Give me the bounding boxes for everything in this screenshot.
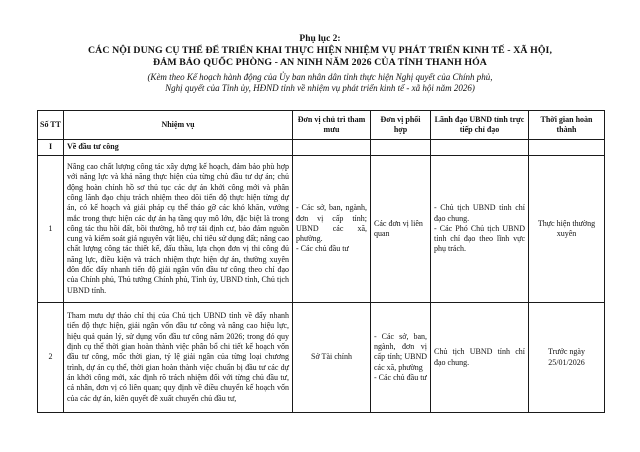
document-title-line2: ĐẢM BẢO QUỐC PHÒNG - AN NINH NĂM 2026 CỦA TỈNH THANH HÓA bbox=[153, 57, 487, 68]
coordinating-unit-item: - Các chủ đầu tư bbox=[374, 372, 427, 382]
column-header-lead-unit: Đơn vị chủ trì tham mưu bbox=[293, 111, 371, 140]
table-header-row bbox=[38, 111, 605, 140]
document-subtitle bbox=[0, 72, 640, 94]
lead-unit-cell bbox=[293, 156, 371, 303]
deadline-cell: Thực hiện thường xuyên bbox=[529, 156, 605, 303]
column-header-stt: Số TT bbox=[38, 111, 64, 140]
leader-item: - Chủ tịch UBND tỉnh chỉ đạo chung. bbox=[434, 203, 525, 223]
section-title-cell: Về đầu tư công bbox=[64, 140, 293, 156]
coordinating-unit-cell bbox=[371, 303, 431, 413]
lead-unit-cell bbox=[293, 303, 371, 413]
deadline-cell: Trước ngày 25/01/2026 bbox=[529, 303, 605, 413]
column-header-deadline: Thời gian hoàn thành bbox=[529, 111, 605, 140]
empty-cell bbox=[529, 140, 605, 156]
document-title-line1: CÁC NỘI DUNG CỤ THỂ ĐỂ TRIỂN KHAI THỰC HIỆN NHIỆM VỤ PHÁT TRIỂN KINH TẾ - XÃ HỘI, bbox=[88, 45, 552, 56]
row-number-cell: 1 bbox=[38, 156, 64, 303]
coordinating-unit-cell bbox=[371, 156, 431, 303]
coordinating-unit-item: Các đơn vị liên quan bbox=[374, 218, 423, 238]
empty-cell bbox=[293, 140, 371, 156]
section-number-cell: I bbox=[38, 140, 64, 156]
task-cell: Nâng cao chất lượng công tác xây dựng kế hoạch, đảm bảo phù hợp với năng lực và khả năng thực hiện của từng chủ đầu tư dự án; chủ động hoàn chỉnh hồ sơ thủ tục các dự án khởi công mới và phân công lãnh đạo chịu trách nhiệm theo dõi tiến độ thực hiện từng dự án, có kế hoạch và giải pháp cụ thể tháo gỡ các khó khăn, vướng mắc trong thực hiện các dự án hạ tầng quy mô lớn, đặc biệt là trong công tác thu hồi đất, bồi thường, hỗ trợ tái định cư, bảo đảm nguồn cung và kiểm soát giá nguyên vật liệu, chỉ tiêu sử dụng đất; nâng cao chất lượng công tác thiết kế, đấu thầu, lựa chọn đơn vị thi công đủ năng lực, điều kiện và trách nhiệm thực hiện dự án, thường xuyên đôn đốc đẩy nhanh tiến độ giải ngân vốn đầu tư công theo chỉ đạo của Chính phủ, Thủ tướng Chính phủ, Tỉnh ủy, UBND tỉnh, Chủ tịch UBND tỉnh. bbox=[64, 156, 293, 303]
row-number-cell: 2 bbox=[38, 303, 64, 413]
empty-cell bbox=[371, 140, 431, 156]
column-header-leader: Lãnh đạo UBND tỉnh trực tiếp chỉ đạo bbox=[431, 111, 529, 140]
section-row bbox=[38, 140, 605, 156]
column-header-coordinating-unit: Đơn vị phối hợp bbox=[371, 111, 431, 140]
leader-cell bbox=[431, 303, 529, 413]
document-subtitle-line1: (Kèm theo Kế hoạch hành động của Ủy ban nhân dân tỉnh thực hiện Nghị quyết của Chính phủ, bbox=[147, 72, 493, 82]
lead-unit-item: Sở Tài chính bbox=[311, 352, 352, 362]
task-row bbox=[38, 156, 605, 303]
leader-item: - Các Phó Chủ tịch UBND tỉnh chỉ đạo theo lĩnh vực phụ trách. bbox=[434, 223, 525, 254]
coordinating-unit-item: - Các sở, ban, ngành, đơn vị cấp tỉnh; UBND các xã, phường bbox=[374, 331, 427, 372]
leader-item: Chủ tịch UBND tỉnh chỉ đạo chung. bbox=[434, 347, 525, 367]
lead-unit-item: - Các sở, ban, ngành, đơn vị cấp tỉnh; UBND các xã, phường. bbox=[296, 203, 367, 244]
task-cell: Tham mưu dự thảo chỉ thị của Chủ tịch UBND tỉnh về đẩy nhanh tiến độ thực hiện, giải ngân vốn đầu tư công và nâng cao hiệu lực, hiệu quả quản lý, sử dụng vốn đầu tư công năm 2026; trong đó quy định cụ thể thời gian hoàn thành việc phân bổ chi tiết kế hoạch vốn đầu tư công, mốc thời gian, tỷ lệ giải ngân của từng loại chương trình, dự án cụ thể, thời gian hoàn thành việc chuẩn bị đầu tư các dự án khởi công mới, xác định rõ trách nhiệm đối với từng chủ đầu tư, cá nhân, đơn vị có liên quan; quy định về điều chuyển kế hoạch vốn của các dự án, kiên quyết đề xuất chuyển chủ đầu tư, bbox=[64, 303, 293, 413]
lead-unit-item: - Các chủ đầu tư bbox=[296, 244, 349, 254]
document-header bbox=[0, 33, 640, 94]
document-subtitle-line2: Nghị quyết của Tỉnh ủy, HĐND tỉnh về nhiệm vụ phát triển kinh tế - xã hội năm 2026) bbox=[165, 83, 475, 93]
appendix-label: Phụ lục 2: bbox=[299, 34, 341, 44]
empty-cell bbox=[431, 140, 529, 156]
column-header-task: Nhiệm vụ bbox=[64, 111, 293, 140]
tasks-table bbox=[37, 110, 605, 413]
leader-cell bbox=[431, 156, 529, 303]
task-row bbox=[38, 303, 605, 413]
